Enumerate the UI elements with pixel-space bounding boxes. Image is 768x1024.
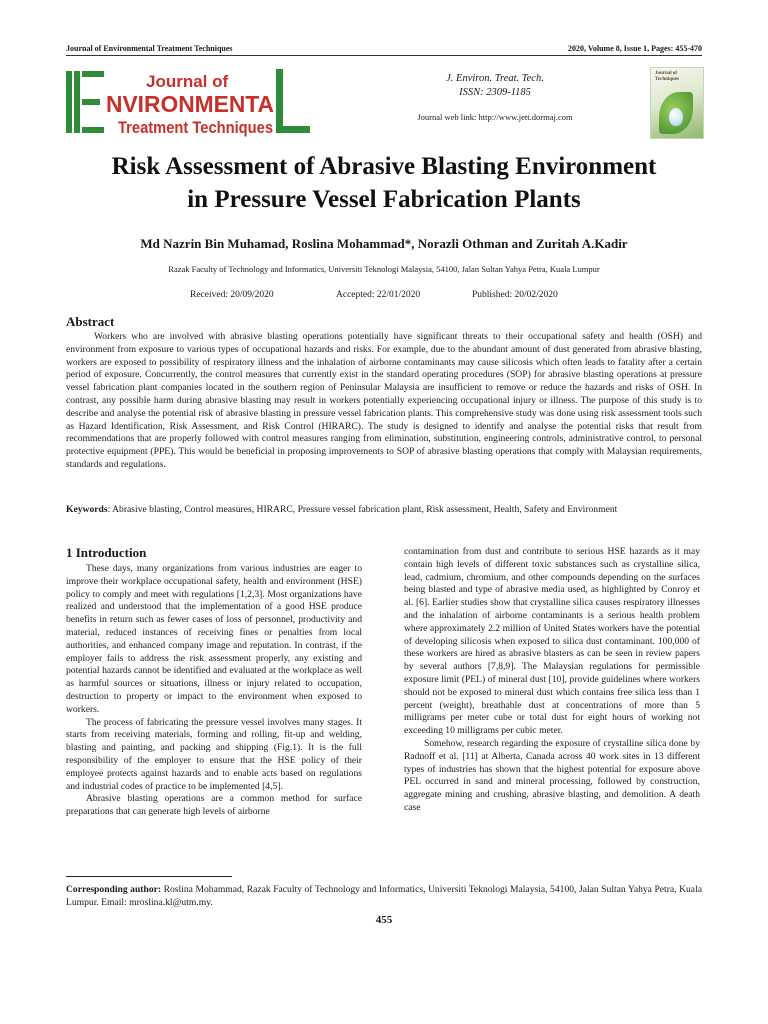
- logo-line3: Treatment Techniques: [118, 119, 273, 137]
- header-journal-name: Journal of Environmental Treatment Techniques: [66, 44, 233, 53]
- journal-abbreviation: J. Environ. Treat. Tech.: [446, 73, 544, 84]
- article-title: [40, 150, 728, 216]
- keywords-text: : Abrasive blasting, Control measures, HIRARC, Pressure vessel fabrication plant, Risk assessment, Health, Safety and Environment: [107, 504, 618, 515]
- journal-logo: [66, 67, 316, 137]
- author-list: Md Nazrin Bin Muhamad, Roslina Mohammad*, Norazli Othman and Zuritah A.Kadir: [140, 236, 628, 251]
- corresponding-author-footnote: [66, 884, 702, 910]
- page-number: 455: [375, 914, 393, 926]
- abstract-text: Workers who are involved with abrasive blasting operations potentially have significant threats to their occupational safety and health (OSH) and environment from exposure to various types of occupational hazards and risks. For example, due to the abundant amount of dust generated from abrasive blasting, workers are exposed to possibility of respiratory illness and the inhalation of airborne contaminants may cause silicosis which often leads to fatality after a certain period of exposure. Concurrently, the control measures that currently exist in the standard operating procedures (SOP) for abrasive blasting operations at pressure vessel fabrication plant companies located in the southern region of Peninsular Malaysia are insufficient to remove or reduce the hazards and risks of OSH. In contrast, any possible harm during abrasive blasting may result in workers potentially experiencing occupational injury or illness. The purpose of this study is to describe and analyse the potential risk of abrasive blasting in pressure vessel fabrication plants. This comprehensive study was done using risk assessment tools such as Hazard Identification, Risk Assessment, and Risk Control (HIRARC). The study is designed to identify and analyse the potential risks that result from recommendations that are properly followed with control measures ranging from elimination, substitution, engineering controls, administrative control, to personal protective equipment (PPE). This would be beneficial in proposing improvements to SOP of abrasive blasting operations that comply with Malaysian requirements, standards and regulations.: [66, 331, 702, 470]
- logo-line2: NVIRONMENTA: [106, 91, 274, 117]
- section-heading-introduction: 1 Introduction: [66, 545, 147, 560]
- received-date: Received: 20/09/2020: [190, 290, 274, 300]
- logo-line1: Journal of: [146, 72, 229, 91]
- published-date: Published: 20/02/2020: [472, 290, 558, 300]
- intro-paragraph-3: Abrasive blasting operations are a common method for surface preparations that can generate high levels of airborne: [66, 793, 362, 818]
- left-column: [66, 545, 362, 819]
- intro-paragraph-5: Somehow, research regarding the exposure of crystalline silica done by Radnoff et al. [11] at Alberta, Canada across 40 work sites in 13 different types of industries has shown that the highest potential for exposure above PEL occurred in sand and mineral processing, followed by construction, aggregate mining and crushing, abrasive blasting, and demolition. A death case: [404, 737, 700, 813]
- corresponding-author-label: Corresponding author:: [66, 884, 162, 895]
- keywords-label: Keywords: [66, 504, 108, 515]
- intro-paragraph-2: The process of fabricating the pressure vessel involves many stages. It starts from receiving materials, forming and rolling, fit-up and welding, blasting and painting, and packing and shipping (Fig.1). It is the full responsibility of the employer to ensure that the HSE policy of their employee protects against hazards and to enable acts based on regulations and industrial codes of practice to be implemented [4,5].: [66, 716, 362, 792]
- intro-paragraph-1: These days, many organizations from various industries are eager to improve their workplace occupational safety, health and environment (HSE) policy to comply and meet with regulations [1,2,3]. Most organizations have realized and understood that the implementation of a good HSE produce benefits in return such as fewer cases of loss of personnel, productivity and material, reduced instances of receiving fines or penalties from local authorities, and enhanced company image and reputation. In contrast, if the employer fails to address the risk assessment properly, any existing and potential hazards cannot be identified and evaluated at the workplace as well as harmful sources or situations, illness or injury related to occupation, destruction to property or impact to the environment when exposed to workers.: [66, 563, 362, 715]
- intro-paragraph-4: contamination from dust and contribute to serious HSE hazards as it may contain high levels of different toxic substances such as crystalline silica, lead, cadmium, chromium, and other compounds depending on the surfaces being blasted and type of abrasive media used, as highlighted by Conroy et al. [6]. Earlier studies show that crystalline silica causes respiratory illnesses and the inhalation of airborne contaminants is a serious health problem where approximately 2.2 million of United States workers have the potential of developing silicosis when exposed to silica dust contaminant. 100,000 of these workers are hired as abrasive blasters as can be seen in review papers by several authors [7,8,9]. The Malaysian regulations for permissible exposure limit (PEL) of mineral dust [10], provide guidelines where workers should not be exposed to mineral dust which contains free silica less than 1 percent (weight), breathable dust at concentrations of more than 5 milligrams per meter cube or total dust for eight hours of working not exceeding 10 milligrams per cubic meter.: [404, 546, 700, 737]
- title-line-2: in Pressure Vessel Fabrication Plants: [187, 186, 581, 213]
- cover-title: Journal of Techniques: [655, 71, 679, 82]
- journal-web-link[interactable]: Journal web link: http://www.jett.dormaj.com: [417, 112, 573, 122]
- running-header: [66, 44, 702, 53]
- footnote-rule: [66, 876, 232, 877]
- affiliation: Razak Faculty of Technology and Informatics, Universiti Teknologi Malaysia, 54100, Jalan Sultan Yahya Petra, Kuala Lumpur: [168, 264, 600, 274]
- right-column: [404, 546, 700, 815]
- journal-cover-thumbnail: [650, 67, 704, 139]
- keywords: [66, 504, 702, 517]
- abstract-heading: Abstract: [66, 314, 115, 329]
- accepted-date: Accepted: 22/01/2020: [336, 290, 421, 300]
- citation-block: [380, 72, 610, 122]
- header-rule: [66, 55, 702, 56]
- corresponding-author-text: Roslina Mohammad, Razak Faculty of Technology and Informatics, Universiti Teknologi Malaysia, 54100, Jalan Sultan Yahya Petra, Kuala Lumpur. Email: mroslina.kl@utm.my.: [66, 884, 702, 908]
- header-issue-info: 2020, Volume 8, Issue 1, Pages: 455-470: [567, 44, 702, 53]
- issn: ISSN: 2309-1185: [459, 87, 531, 98]
- title-line-1: Risk Assessment of Abrasive Blasting Environment: [111, 153, 657, 180]
- water-drop-image: [669, 108, 683, 126]
